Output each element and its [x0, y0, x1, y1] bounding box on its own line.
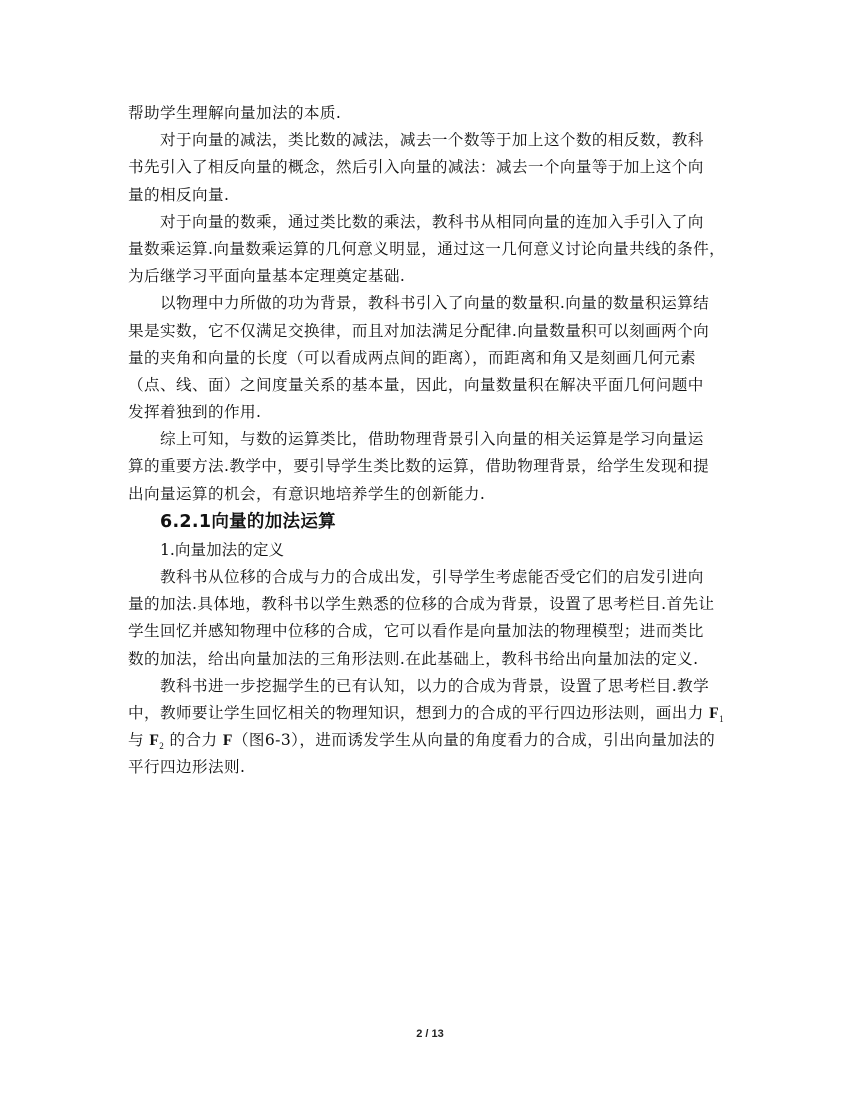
- force-f2-symbol: $F_2$: [149, 732, 165, 752]
- paragraph-line: 发挥着独到的作用.: [128, 403, 262, 422]
- formula-mid: 的合力: [164, 731, 218, 750]
- paragraph-line: 量数乘运算.向量数乘运算的几何意义明显，通过这一几何意义讨论向量共线的条件，: [128, 239, 726, 258]
- formula-rest: （图6-3），进而诱发学生从向量的角度看力的合成，引出向量加法的: [232, 731, 716, 750]
- paragraph-line: 出向量运算的机会，有意识地培养学生的创新能力.: [128, 484, 486, 503]
- force-f1-symbol: $F_1$: [709, 704, 724, 725]
- paragraph-line: 帮助学生理解向量加法的本质.: [128, 104, 342, 122]
- paragraph-line: 书先引入了相反向量的概念，然后引入向量的减法：减去一个向量等于加上这个向: [128, 158, 704, 177]
- paragraph-line: 对于向量的数乘，通过类比数的乘法，教科书从相同向量的连加入手引入了向: [160, 212, 704, 231]
- paragraph-line: 算的重要方法.教学中，要引导学生类比数的运算，借助物理背景，给学生发现和提: [128, 457, 710, 476]
- paragraph-line: 对于向量的减法，类比数的减法，减去一个数等于加上这个数的相反数，教科: [160, 131, 704, 150]
- paragraph-line: 量的相反向量.: [128, 185, 230, 204]
- paragraph-line: 学生回忆并感知物理中位移的合成，它可以看作是向量加法的物理模型；进而类比: [128, 622, 704, 641]
- paragraph-line: 数的加法，给出向量加法的三角形法则.在此基础上，教科书给出向量加法的定义.: [128, 649, 699, 668]
- paragraph-line: 果是实数，它不仅满足交换律，而且对加法满足分配律.向量数量积可以刻画两个向: [128, 321, 710, 340]
- subsection-title: 1.向量加法的定义: [160, 540, 285, 559]
- document-body: [128, 100, 742, 782]
- force-f-symbol: F: [222, 732, 233, 750]
- formula-prefix: 与: [128, 731, 144, 750]
- section-title: 6.2.1向量的加法运算: [160, 511, 336, 532]
- paragraph-line: 为后继学习平面向量基本定理奠定基础.: [128, 267, 406, 286]
- paragraph-line: 量的加法.具体地，教科书以学生熟悉的位移的合成为背景，设置了思考栏目.首先让: [128, 595, 715, 614]
- page-number: 2 / 13: [416, 1028, 444, 1040]
- paragraph-line: 教科书进一步挖掘学生的已有认知，以力的合成为背景，设置了思考栏目.教学: [160, 676, 710, 695]
- formula-line: [128, 727, 742, 754]
- paragraph-line: 以物理中力所做的功为背景，教科书引入了向量的数量积.向量的数量积运算结: [160, 294, 710, 313]
- paragraph-line: （点、线、面）之间度量关系的基本量，因此，向量数量积在解决平面几何问题中: [128, 375, 704, 394]
- paragraph-line-with-f1: [128, 700, 742, 727]
- paragraph-line: 教科书从位移的合成与力的合成出发，引导学生考虑能否受它们的启发引进向: [160, 568, 704, 586]
- paragraph-text: 中，教师要让学生回忆相关的物理知识，想到力的合成的平行四边形法则，画出力: [128, 703, 704, 722]
- paragraph-line: 量的夹角和向量的长度（可以看成两点间的距离），而距离和角又是刻画几何元素: [128, 348, 696, 367]
- paragraph-line: 平行四边形法则.: [128, 758, 246, 777]
- paragraph-line: 综上可知，与数的运算类比，借助物理背景引入向量的相关运算是学习向量运: [160, 430, 704, 449]
